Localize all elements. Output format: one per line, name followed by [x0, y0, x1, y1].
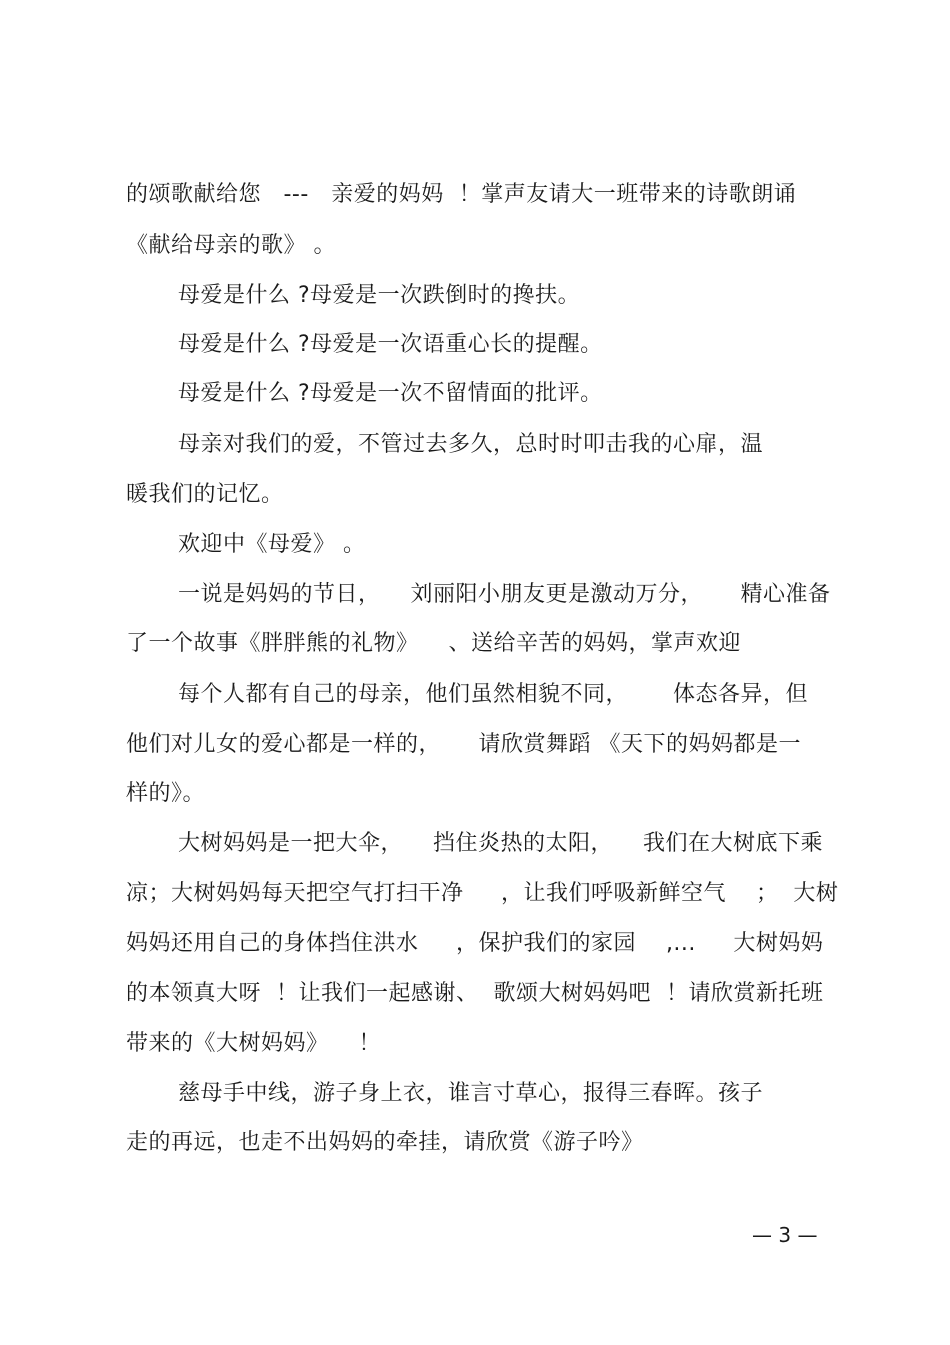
text-line: 母爱是什么 ?母爱是一次不留情面的批评。: [178, 381, 603, 406]
text-line: 凉；大树妈妈每天把空气打扫干净 ，让我们呼吸新鲜空气 ； 大树: [126, 881, 839, 906]
text-line: 的本领真大呀 ！让我们一起感谢、 歌颂大树妈妈吧 ！请欣赏新托班: [126, 981, 824, 1006]
text-line: 他们对儿女的爱心都是一样的， 请欣赏舞蹈 《天下的妈妈都是一: [126, 732, 801, 757]
text-line: 慈母手中线，游子身上衣，谁言寸草心，报得三春晖。孩子: [178, 1081, 764, 1106]
text-line: 每个人都有自己的母亲，他们虽然相貌不同， 体态各异，但: [178, 682, 808, 707]
text-line: 暖我们的记忆。: [126, 482, 284, 507]
text-line: 一说是妈妈的节日， 刘丽阳小朋友更是激动万分， 精心准备: [178, 582, 831, 607]
text-line: 带来的《大树妈妈》 ！: [126, 1031, 381, 1056]
text-line: 欢迎中《母爱》 。: [178, 532, 366, 557]
text-line: 母爱是什么 ?母爱是一次语重心长的提醒。: [178, 332, 603, 357]
text-line: 的颂歌献给您 --- 亲爱的妈妈 ！掌声友请大一班带来的诗歌朗诵: [126, 182, 797, 207]
text-line: 大树妈妈是一把大伞， 挡住炎热的太阳， 我们在大树底下乘: [178, 831, 823, 856]
text-line: 母爱是什么 ?母爱是一次跌倒时的搀扶。: [178, 283, 581, 308]
text-line: 样的》。: [126, 781, 206, 806]
page-number: — 3 —: [752, 1223, 818, 1247]
text-line: 走的再远，也走不出妈妈的牵挂，请欣赏《游子吟》: [126, 1130, 644, 1155]
text-line: 《献给母亲的歌》 。: [126, 233, 336, 258]
text-line: 母亲对我们的爱，不管过去多久，总时时叩击我的心扉，温: [178, 432, 764, 457]
text-line: 了一个故事《胖胖熊的礼物》 、送给辛苦的妈妈，掌声欢迎: [126, 631, 741, 656]
text-line: 妈妈还用自己的身体挡住洪水 ，保护我们的家园 ,... 大树妈妈: [126, 931, 824, 956]
